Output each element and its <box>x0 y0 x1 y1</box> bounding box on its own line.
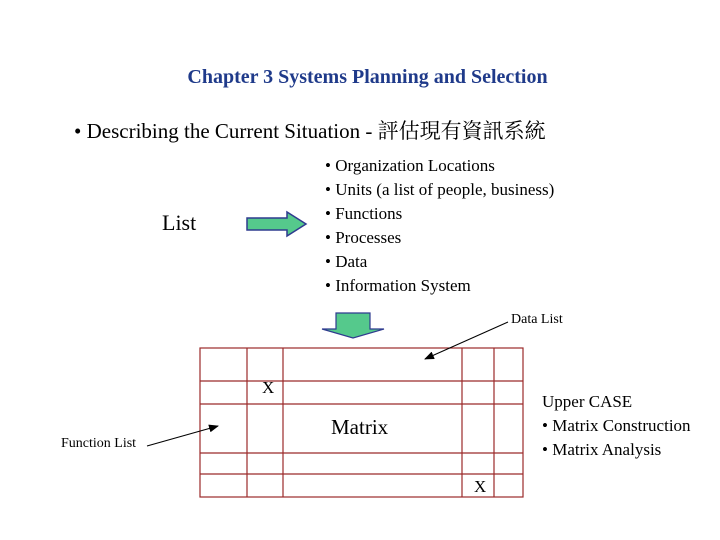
upper-case-item: • Matrix Construction <box>542 416 691 435</box>
upper-case-notes <box>542 390 691 462</box>
function-list-label: Function List <box>61 436 137 451</box>
right-arrow-icon <box>247 212 306 236</box>
upper-case-item: • Matrix Analysis <box>542 440 662 459</box>
function-list-pointer <box>147 426 218 446</box>
list-item: • Units (a list of people, business) <box>325 180 555 199</box>
list-item: • Functions <box>325 204 403 223</box>
list-item: • Processes <box>325 228 402 247</box>
list-item: • Organization Locations <box>325 156 495 175</box>
down-arrow-icon <box>322 313 384 338</box>
data-list-pointer <box>425 322 508 359</box>
list-label: List <box>162 210 197 235</box>
list-item: • Information System <box>325 276 471 295</box>
subtitle-bullet: • Describing the Current Situation - 評估現有資訊系統 <box>74 119 546 143</box>
matrix-label: Matrix <box>331 415 389 439</box>
data-list-label: Data List <box>511 312 563 327</box>
matrix-mark: X <box>474 477 487 496</box>
list-item: • Data <box>325 252 368 271</box>
slide-title: Chapter 3 Systems Planning and Selection <box>187 66 548 88</box>
matrix-mark: X <box>262 378 275 397</box>
upper-case-heading: Upper CASE <box>542 392 633 411</box>
